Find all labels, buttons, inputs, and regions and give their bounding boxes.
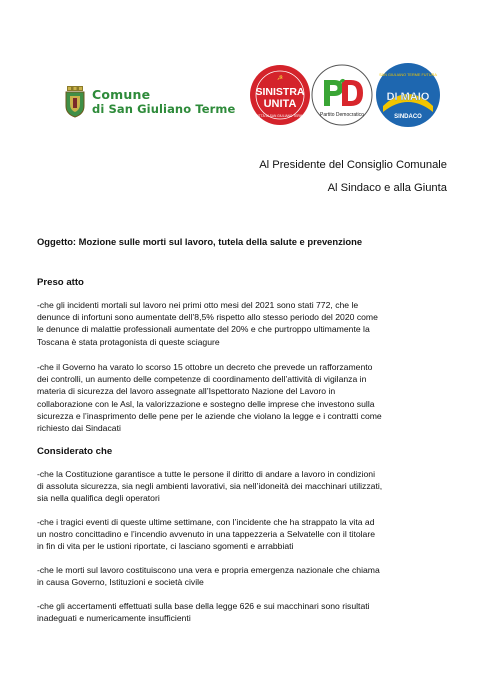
line: sia nella qualifica degli operatori bbox=[37, 493, 160, 504]
hammer-sickle-icon: ☭ bbox=[276, 74, 284, 82]
sinistra-unita-logo bbox=[249, 64, 311, 126]
di-maio-top: SAN GIULIANO TERME FUTURA bbox=[379, 73, 437, 77]
paragraph bbox=[37, 361, 455, 434]
line: dei controlli, un aumento delle competenze di coordinamento dell’attività di vigilanza in bbox=[37, 374, 367, 385]
di-maio-logo bbox=[375, 62, 441, 128]
party-logos bbox=[249, 62, 441, 140]
pd-label: Partito Democratico bbox=[320, 112, 364, 118]
sinistra-unita-ring-text: CITTÀ DI SAN GIULIANO TERME bbox=[255, 114, 305, 118]
line: -che le morti sul lavoro costituiscono una vera e propria emergenza nazionale che chiama bbox=[37, 565, 380, 575]
paragraph bbox=[37, 299, 455, 348]
sinistra-unita-line1: SINISTRA bbox=[255, 86, 305, 98]
line: denunce di infortuni sono aumentate dell’8,5% rispetto allo stesso periodo del 2020 come bbox=[37, 312, 378, 323]
paragraph bbox=[37, 516, 455, 553]
line: le denunce di malattie professionali aumentate del 20% e che purtroppo ultimamente la bbox=[37, 324, 370, 335]
paragraph bbox=[37, 564, 455, 588]
comune-name-line2: di San Giuliano Terme bbox=[92, 102, 236, 116]
addressee-president: Al Presidente del Consiglio Comunale bbox=[259, 159, 447, 171]
line: -che i tragici eventi di queste ultime settimane, con l’incidente che ha strappato la vita ad bbox=[37, 517, 375, 527]
coat-of-arms-icon bbox=[64, 86, 86, 118]
di-maio-name: DI MAIO bbox=[386, 91, 430, 103]
section-title-considerato-che: Considerato che bbox=[37, 446, 113, 457]
line: -che gli incidenti mortali sul lavoro nei primi otto mesi del 2021 sono stati 772, che le bbox=[37, 300, 359, 310]
line: materia di sicurezza del lavoro assegnate all’Ispettorato Nazione del Lavoro in bbox=[37, 386, 336, 397]
paragraph bbox=[37, 468, 455, 505]
line: Toscana è stata protagonista di queste sciagure bbox=[37, 336, 220, 347]
line: un nostro concittadino e l’incendio avvenuto in una tappezzeria a Selvatelle con il titolare bbox=[37, 529, 376, 540]
line: -che il Governo ha varato lo scorso 15 ottobre un decreto che prevede un rafforzamento bbox=[37, 362, 373, 372]
line: richiesto dai Sindacati bbox=[37, 423, 121, 434]
line: collaborazione con le Asl, la valorizzazione e sostegno delle imprese che investono sulla bbox=[37, 398, 375, 409]
comune-name-line1: Comune bbox=[92, 87, 151, 102]
line: sicurezza e l’inasprimento delle pene per le aziende che violano la legge e i contratti come bbox=[37, 410, 382, 421]
paragraph bbox=[37, 600, 455, 624]
subject-line: Oggetto: Mozione sulle morti sul lavoro, tutela della salute e prevenzione bbox=[37, 236, 363, 247]
line: in fin di vita per le ustioni riportate, ci lasciano sgomenti e arrabbiati bbox=[37, 541, 294, 552]
line: -che la Costituzione garantisce a tutte le persone il diritto di andare a lavoro in condizioni bbox=[37, 469, 376, 479]
sinistra-unita-line2: UNITA bbox=[263, 98, 297, 110]
pd-logo bbox=[311, 64, 373, 126]
line: di assoluta sicurezza, sia negli ambienti lavorativi, sia nell’idoneità dei macchinari utilizzati, bbox=[37, 481, 383, 492]
line: in causa Governo, Istituzioni e società civile bbox=[37, 577, 204, 588]
addressee-mayor: Al Sindaco e alla Giunta bbox=[327, 182, 447, 194]
section-title-preso-atto: Preso atto bbox=[37, 277, 84, 288]
line: inadeguati e numericamente insufficienti bbox=[37, 613, 191, 624]
comune-header bbox=[64, 86, 235, 118]
line: -che gli accertamenti effettuati sulla base della legge 626 e sui macchinari sono risultati bbox=[37, 601, 370, 611]
di-maio-role: SINDACO bbox=[394, 114, 422, 120]
